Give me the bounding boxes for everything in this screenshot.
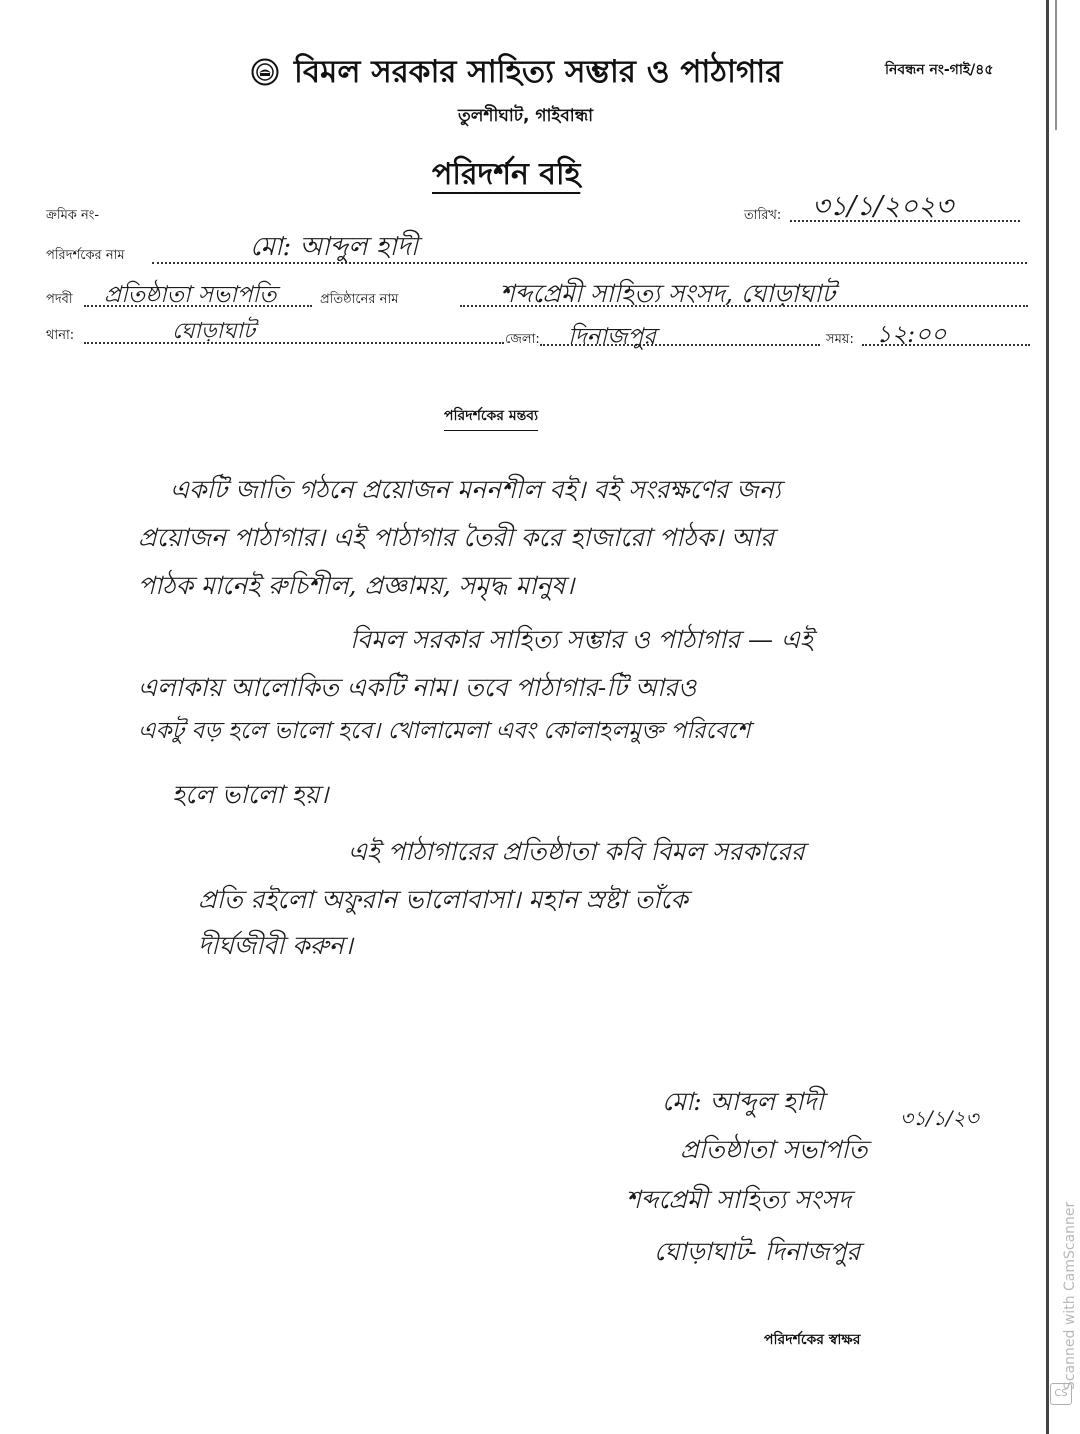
remark-line: এলাকায় আলোকিত একটি নাম। তবে পাঠাগার-টি আরও — [138, 673, 697, 702]
registration-number: নিবন্ধন নং-গাই/৪৫ — [885, 62, 994, 78]
remark-line: দীর্ঘজীবী করুন। — [198, 931, 353, 960]
scan-edge-line — [1055, 0, 1057, 130]
date-label: তারিখ: — [744, 208, 782, 223]
designation-label: পদবী — [46, 292, 73, 307]
remark-line: হলে ভালো হয়। — [172, 780, 329, 809]
organization-name: বিমল সরকার সাহিত্য সম্ভার ও পাঠাগার — [294, 54, 783, 90]
institution-label: প্রতিষ্ঠানের নাম — [320, 292, 399, 307]
time-label: সময়: — [826, 332, 854, 347]
remark-line: প্রয়োজন পাঠাগার। এই পাঠাগার তৈরী করে হাজারো পাঠক। আর — [138, 523, 774, 552]
time-value: ১২:০০ — [876, 320, 947, 348]
remark-line: একটু বড় হলে ভালো হবে। খোলামেলা এবং কোলাহলমুক্ত পরিবেশে — [138, 718, 751, 744]
inspector-name-value: মো: আব্দুল হাদী — [250, 232, 419, 262]
date-value: ৩১/১/২০২৩ — [812, 191, 954, 222]
remark-line: এই পাঠাগারের প্রতিষ্ঠাতা কবি বিমল সরকারের — [348, 837, 805, 866]
signature-name: মো: আব্দুল হাদী — [662, 1087, 824, 1116]
signature-designation: প্রতিষ্ঠাতা সভাপতি — [680, 1135, 868, 1164]
district-label: জেলা: — [505, 332, 540, 347]
remarks-title: পরিদর্শকের মন্তব্য — [444, 404, 538, 431]
thana-value: ঘোড়াঘাট — [172, 319, 255, 344]
institution-value: শব্দপ্রেমী সাহিত্য সংসদ, ঘোড়াঘাট — [500, 279, 836, 308]
scan-edge-line — [1046, 0, 1049, 1434]
signature-location: ঘোড়াঘাট- দিনাজপুর — [654, 1237, 861, 1266]
library-logo-icon — [251, 58, 279, 86]
district-value: দিনাজপুর — [568, 324, 656, 350]
signature-institution: শব্দপ্রেমী সাহিত্য সংসদ — [626, 1185, 851, 1214]
book-title: পরিদর্শন বহি — [432, 157, 581, 192]
signature-date: ৩১/১/২৩ — [900, 1106, 979, 1130]
inspector-name-label: পরিদর্শকের নাম — [46, 248, 125, 263]
serial-label: ক্রমিক নং- — [46, 208, 100, 223]
remark-line: প্রতি রইলো অফুরান ভালোবাসা। মহান স্রষ্টা তাঁকে — [198, 885, 688, 914]
camscanner-logo-icon: CS — [1050, 1383, 1072, 1405]
thana-label: থানা: — [46, 328, 75, 343]
organization-address: তুলশীঘাট, গাইবান্ধা — [458, 106, 594, 126]
remark-line: পাঠক মানেই রুচিশীল, প্রজ্ঞাময়, সমৃদ্ধ মানুষ। — [138, 571, 575, 600]
remark-line: বিমল সরকার সাহিত্য সম্ভার ও পাঠাগার — এই — [350, 625, 813, 654]
remark-line: একটি জাতি গঠনে প্রয়োজন মননশীল বই। বই সংরক্ষণের জন্য — [170, 475, 781, 504]
thana-dotted-line — [84, 342, 504, 344]
scanner-watermark: Scanned with CamScanner — [1062, 1201, 1078, 1390]
designation-value: প্রতিষ্ঠাতা সভাপতি — [104, 282, 277, 308]
signature-label: পরিদর্শকের স্বাক্ষর — [764, 1332, 861, 1348]
